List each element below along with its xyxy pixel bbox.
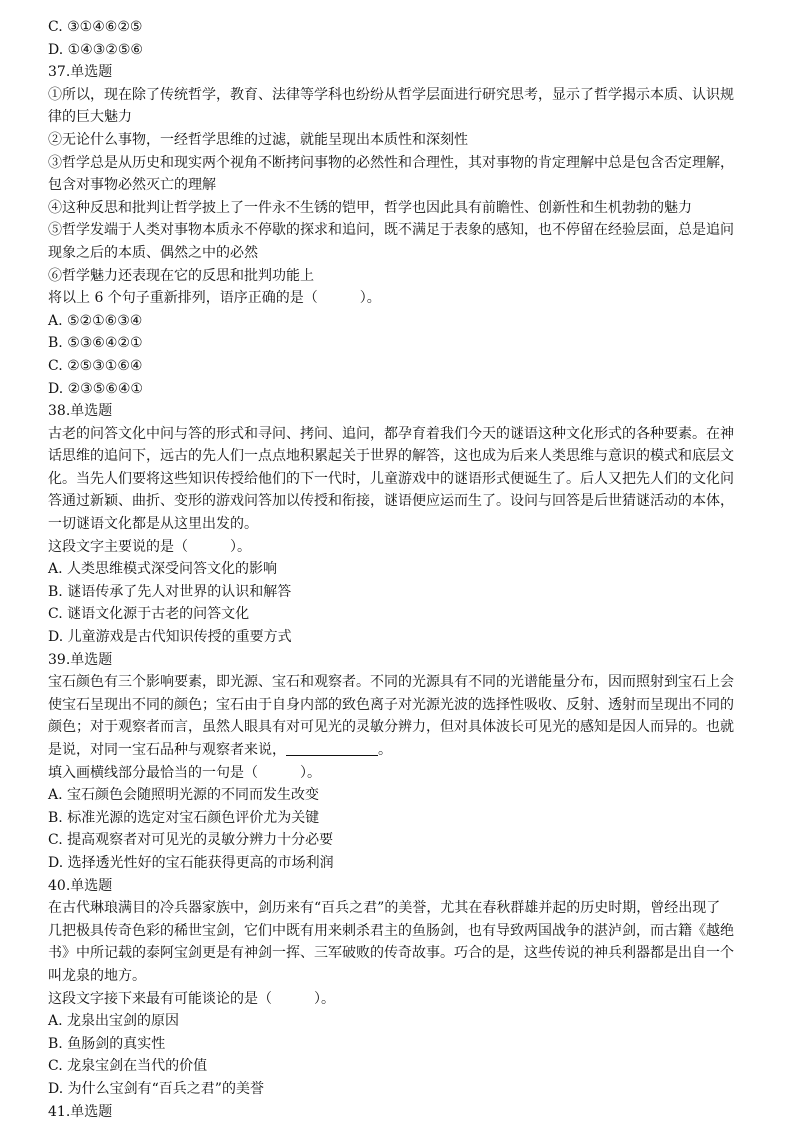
passage	[48, 423, 748, 536]
text-line: 现象之后的本质、偶然之中的必然	[48, 244, 258, 261]
question-prompt: 这段文字接下来最有可能谈论的是（ ）。	[48, 990, 335, 1007]
sentence-3	[48, 152, 748, 197]
option-c[interactable]: C. 谜语文化源于古老的问答文化	[48, 606, 250, 623]
option-c[interactable]: C. 提高观察者对可见光的灵敏分辨力十分必要	[48, 832, 334, 849]
text-line: ⑤哲学发端于人类对事物本质永不停歇的探求和追问，既不满足于表象的感知，也不停留在经验层面，总是追问	[48, 222, 734, 239]
text-line: 在古代琳琅满目的冷兵器家族中，剑历来有“百兵之君”的美誉，尤其在春秋群雄并起的历史时期，曾经出现了	[48, 900, 721, 917]
question-header: 41.单选题	[48, 1103, 113, 1120]
text-line: 颜色；对于观察者而言，虽然人眼具有对可见光的灵敏分辨力，但对具体波长可见光的感知是因人而异的。也就	[48, 719, 734, 736]
question-41	[48, 1101, 748, 1124]
text-before-blank: 是说，对同一宝石品种与观察者来说，	[48, 742, 286, 758]
question-40	[48, 875, 748, 1101]
option-c: C. ③①④⑥②⑤	[48, 19, 143, 35]
question-header: 38.单选题	[48, 403, 113, 420]
text-line: 律的巨大魅力	[48, 109, 132, 126]
text-line: 答通过新颖、曲折、变形的游戏问答加以传授和衔接，谜语便应运而生了。设问与回答是后世猜谜活动的本体，	[48, 493, 734, 510]
option-b[interactable]: B. 鱼肠剑的真实性	[48, 1035, 166, 1052]
question-prompt: 填入画横线部分最恰当的一句是（ ）。	[48, 764, 321, 781]
passage	[48, 897, 748, 987]
text-line-with-blank	[48, 739, 748, 762]
question-39	[48, 649, 748, 875]
text-after-blank: 。	[378, 742, 392, 758]
question-prompt: 将以上 6 个句子重新排列，语序正确的是（ ）。	[48, 290, 381, 307]
text-line: 宝石颜色有三个影响要素，即光源、宝石和观察者。不同的光源具有不同的光谱能量分布，因而照射到宝石上会	[48, 674, 734, 691]
fill-in-blank	[286, 741, 378, 756]
text-line: 书》中所记载的泰阿宝剑更是有神剑一挥、三军破败的传奇故事。巧合的是，这些传说的神兵利器都是出自一个	[48, 945, 734, 962]
option-a[interactable]: A. 龙泉出宝剑的原因	[48, 1013, 180, 1030]
option-b[interactable]: B. 谜语传承了先人对世界的认识和解答	[48, 583, 292, 600]
sentence-1	[48, 84, 748, 129]
option-d[interactable]: D. 选择透光性好的宝石能获得更高的市场利润	[48, 854, 334, 871]
text-line: 话思维的追问下，远古的先人们一点点地积累起关于世界的解答，这也成为后来人类思维与意识的模式和底层文	[48, 448, 734, 465]
option-d[interactable]: D. ②③⑤⑥④①	[48, 380, 143, 397]
question-header: 40.单选题	[48, 877, 113, 894]
sentence-6: ⑥哲学魅力还表现在它的反思和批判功能上	[48, 267, 314, 284]
option-a[interactable]: A. 人类思维模式深受问答文化的影响	[48, 561, 278, 578]
text-line: 古老的问答文化中问与答的形式和寻问、拷问、追问，都孕育着我们今天的谜语这种文化形式的各种要素。在神	[48, 425, 734, 442]
option-d[interactable]: D. 儿童游戏是古代知识传授的重要方式	[48, 629, 292, 646]
option-b[interactable]: B. ⑤③⑥④②①	[48, 335, 143, 352]
text-line: 化。当先人们要将这些知识传授给他们的下一代时，儿童游戏中的谜语形式便诞生了。后人又把先人们的文化问	[48, 470, 734, 487]
option-b[interactable]: B. 标准光源的选定对宝石颜色评价尤为关键	[48, 809, 320, 826]
option-c[interactable]: C. 龙泉宝剑在当代的价值	[48, 1058, 208, 1075]
option-d[interactable]: D. 为什么宝剑有“百兵之君”的美誉	[48, 1080, 264, 1097]
option-c[interactable]: C. ②⑤③①⑥④	[48, 357, 143, 374]
sentence-5	[48, 219, 748, 264]
text-line: ①所以，现在除了传统哲学，教育、法律等学科也纷纷从哲学层面进行研究思考，显示了哲学揭示本质、认识规	[48, 86, 734, 103]
sentence-4: ④这种反思和批判让哲学披上了一件永不生锈的铠甲，哲学也因此具有前瞻性、创新性和生机勃勃的魅力	[48, 199, 692, 216]
text-line: 包含对事物必然灭亡的理解	[48, 177, 216, 194]
question-header: 39.单选题	[48, 651, 113, 668]
question-header: 37.单选题	[48, 64, 113, 81]
text-line: 叫龙泉的地方。	[48, 967, 146, 984]
option-a[interactable]: A. ⑤②①⑥③④	[48, 312, 143, 329]
text-line: 使宝石呈现出不同的颜色；宝石由于自身内部的致色离子对光源光波的选择性吸收、反射、透射而呈现出不同的	[48, 696, 734, 713]
question-prompt: 这段文字主要说的是（ ）。	[48, 538, 251, 555]
text-line: 一切谜语文化都是从这里出发的。	[48, 516, 258, 533]
text-line: 几把极具传奇色彩的稀世宝剑，它们中既有用来刺杀君主的鱼肠剑，也有导致两国战争的湛泸剑，而古籍《越绝	[48, 922, 734, 939]
text-line: ③哲学总是从历史和现实两个视角不断拷问事物的必然性和合理性，其对事物的肯定理解中总是包含否定理解，	[48, 154, 734, 171]
question-37	[48, 61, 748, 400]
question-38	[48, 400, 748, 649]
sentence-2: ②无论什么事物，一经哲学思维的过滤，就能呈现出本质性和深刻性	[48, 131, 468, 148]
option-d: D. ①④③②⑤⑥	[48, 41, 143, 58]
passage	[48, 671, 748, 761]
exam-page	[48, 16, 748, 1123]
option-a[interactable]: A. 宝石颜色会随照明光源的不同而发生改变	[48, 787, 320, 804]
previous-question-options	[48, 16, 748, 61]
